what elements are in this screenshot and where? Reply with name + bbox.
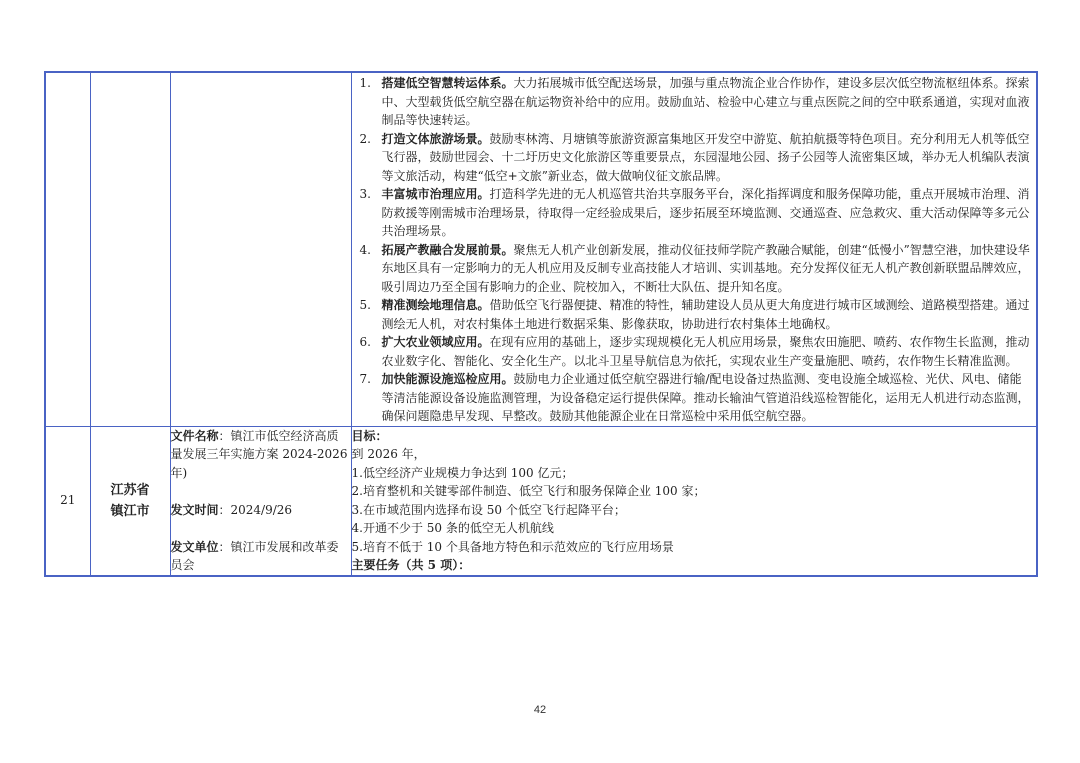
- goal-line: 3.在市域范围内选择布设 50 个低空飞行起降平台；: [351, 502, 626, 517]
- issuer-block: [171, 538, 351, 575]
- goal-line: 4.开通不少于 50 条的低空无人机航线: [351, 521, 554, 535]
- item-title: 打造文体旅游场景。: [381, 131, 490, 146]
- item-text: 聚焦无人机产业创新发展，推动仪征技师学院产教融合赋能，创建“低慢小”智慧空港，加快建设华东地区具有一定影响力的无人机应用及反制专业高技能人才培训、实训基地。充分发挥仪征无人机产教创新联盟品牌效应，吸引周边乃至全国有影响力的企业、院校加入，不断壮大队伍、提升知名度。: [381, 242, 1030, 294]
- list-item: [360, 370, 1031, 426]
- row-index: 21: [60, 493, 76, 508]
- item-text: 鼓励电力企业通过低空航空器进行输/配电设备过热监测、变电设施全域巡检、光伏、风电、储能等清洁能源设备设施监测管理，为设备稳定运行提供保障。推动长输油气管道沿线巡检智能化，运用无人机进行动态监测，确保问题隐患早发现、早整改。鼓励其他能源企业在日常巡检中采用低空航空器。: [381, 372, 1030, 423]
- task-list: [352, 73, 1037, 426]
- index-cell: [45, 426, 90, 576]
- item-text: 大力拓展城市低空配送场景，加强与重点物流企业合作协作，建设多层次低空物流枢纽体系。探索中、大型载货低空航空器在航运物资补给中的应用。鼓励血站、检验中心建立与重点医院之间的空中联系通道，实现对血液制品等快速转运。: [381, 76, 1030, 127]
- doc-name-label: 文件名称: [170, 428, 219, 443]
- item-title: 搭建低空智慧转运体系。: [381, 76, 514, 90]
- index-cell: [45, 72, 90, 426]
- doc-name-block: [171, 427, 351, 483]
- goals-cell: [351, 426, 1037, 576]
- item-text: 在现有应用的基础上，逐步实现规模化无人机应用场景，聚焦农田施肥、喷药、农作物生长监测，推动农业数字化、智能化、安全化生产。以北斗卫星导航信息为依托，实现农业生产变量施肥、喷药，农作物生长精准监测。: [381, 335, 1030, 368]
- city-label: 镇江市: [110, 503, 150, 519]
- item-number: 3.: [359, 187, 371, 201]
- item-title: 扩大农业领域应用。: [381, 335, 490, 349]
- item-text: 借助低空飞行器便捷、精准的特性，辅助建设人员从更大角度进行城市区域测绘、道路模型搭建。通过测绘无人机，对农村集体土地进行数据采集、影像获取，协助进行农村集体土地确权。: [381, 298, 1030, 331]
- table-row: [45, 426, 1037, 576]
- goal-line: 5.培育不低于 10 个具备地方特色和示范效应的飞行应用场景: [351, 539, 674, 554]
- province-label: 江苏省: [110, 482, 150, 498]
- list-item: [360, 185, 1031, 241]
- tasks-title: 主要任务（共 5 项）：: [351, 558, 471, 572]
- list-item: [360, 74, 1031, 130]
- goal-line: 2.培育整机和关键零部件制造、低空飞行和服务保障企业 100 家；: [351, 484, 706, 498]
- doc-name-value: ：镇江市低空经济高质量发展三年实施方案 2024-2026 年): [170, 428, 348, 480]
- item-text: 打造科学先进的无人机巡管共治共享服务平台，深化指挥调度和服务保障功能，重点开展城市治理、消防救援等刚需城市治理场景，待取得一定经验成果后，逐步拓展至环境监测、交通巡查、应急救灾、重大活动保障等多元公共治理场景。: [381, 187, 1030, 238]
- item-title: 丰富城市治理应用。: [381, 187, 490, 201]
- region-cell: [90, 426, 170, 576]
- item-number: 6.: [359, 335, 371, 349]
- item-number: 4.: [359, 242, 371, 257]
- region-cell: [90, 72, 170, 426]
- item-number: 1.: [359, 76, 371, 90]
- document-cell: [170, 426, 351, 576]
- item-title: 精准测绘地理信息。: [381, 298, 490, 312]
- item-title: 加快能源设施巡检应用。: [381, 372, 514, 386]
- goal-line: 到 2026 年，: [351, 447, 426, 461]
- goal-line: 1.低空经济产业规模力争达到 100 亿元；: [351, 465, 574, 480]
- item-text: 鼓励枣林湾、月塘镇等旅游资源富集地区开发空中游览、航拍航摄等特色项目。充分利用无人机等低空飞行器，鼓励世园会、十二圩历史文化旅游区等重要景点，东园湿地公园、扬子公园等人流密集区域，举办无人机编队表演等文旅活动，构建“低空+文旅”新业态，做大做响仪征文旅品牌。: [381, 131, 1030, 183]
- list-item: [360, 241, 1031, 297]
- issue-time-value: ：2024/9/26: [218, 502, 293, 517]
- issue-time-block: [171, 501, 351, 520]
- document-cell: [170, 72, 351, 426]
- table-row: [45, 72, 1037, 426]
- list-item: [360, 130, 1031, 186]
- item-title: 拓展产教融合发展前景。: [381, 242, 514, 257]
- content-cell: [351, 72, 1037, 426]
- page-number: 42: [533, 704, 547, 716]
- list-item: [360, 296, 1031, 333]
- goals-title: 目标：: [351, 428, 388, 443]
- item-number: 5.: [359, 298, 371, 312]
- issue-time-label: 发文时间: [170, 502, 219, 517]
- list-item: [360, 333, 1031, 370]
- issuer-label: 发文单位: [170, 539, 219, 554]
- policy-table: [44, 71, 1038, 577]
- item-number: 7.: [359, 372, 371, 386]
- item-number: 2.: [359, 131, 371, 146]
- issuer-value: ：镇江市发展和改革委员会: [170, 539, 339, 572]
